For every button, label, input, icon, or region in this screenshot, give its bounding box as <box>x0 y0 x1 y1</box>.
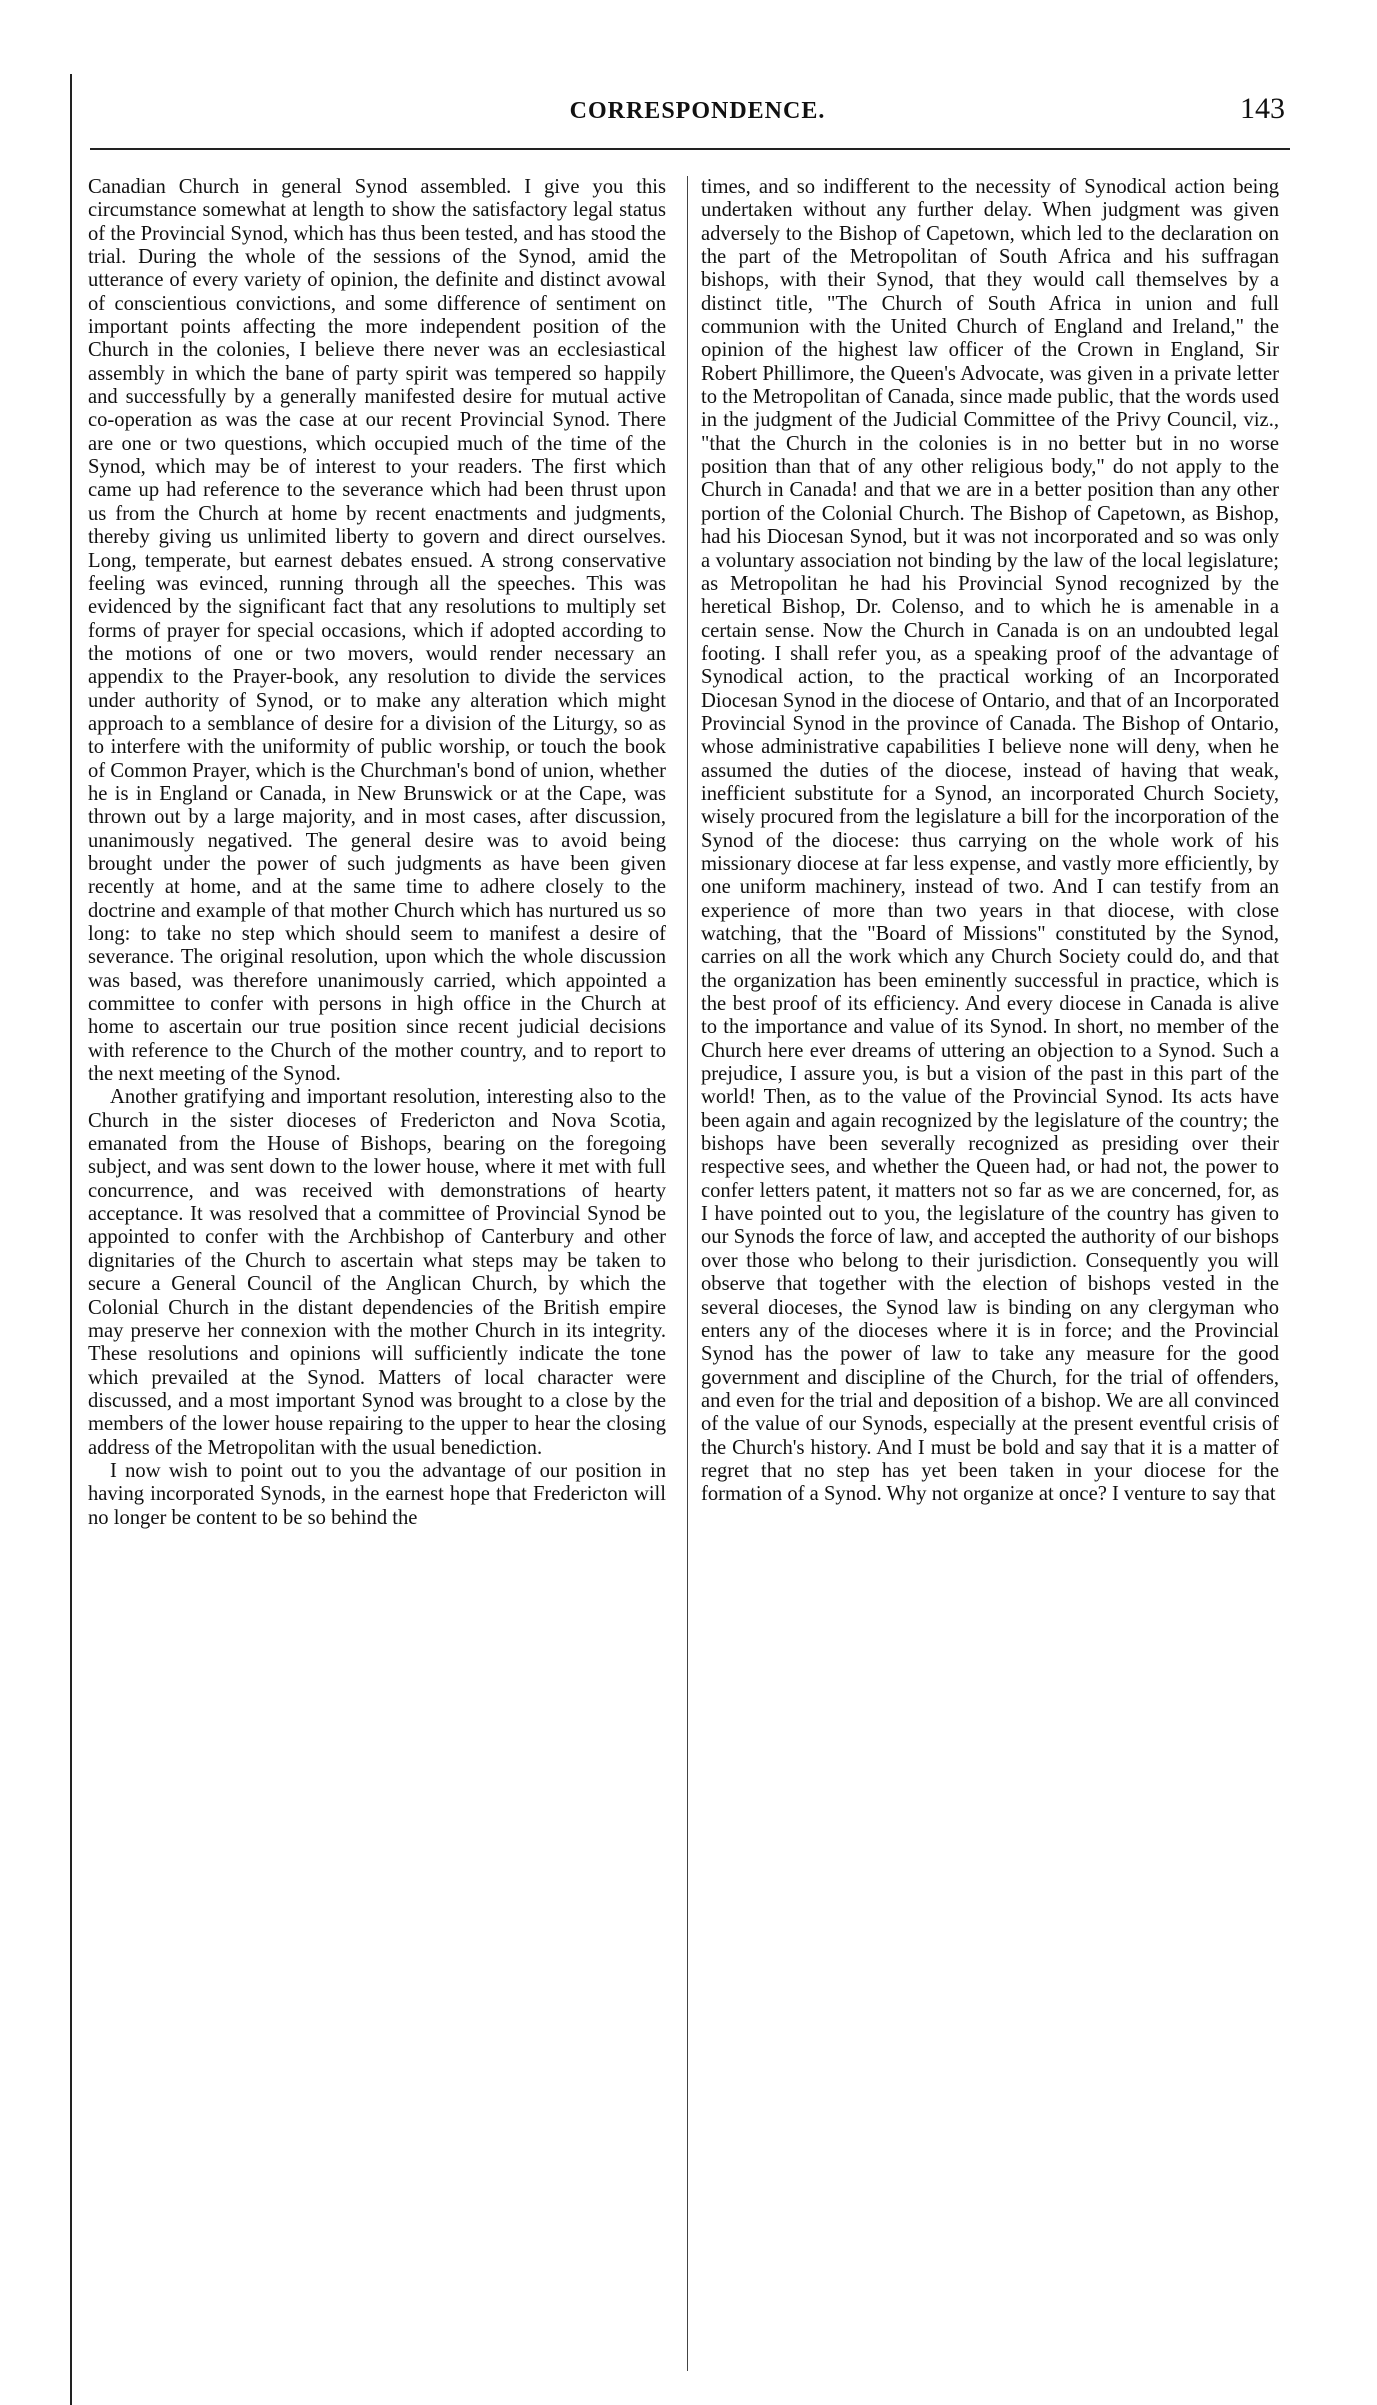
page-header <box>90 92 1305 132</box>
paragraph: I now wish to point out to you the advantage of our position in having incorporated Synods, in the earnest hope that Fredericton will no longer be content to be so behind the <box>88 1459 666 1529</box>
left-column <box>88 176 666 2354</box>
right-column <box>701 176 1279 2354</box>
page-number: 143 <box>1240 92 1285 125</box>
running-head: CORRESPONDENCE. <box>569 98 826 124</box>
paragraph: times, and so indifferent to the necessity of Synodical action being undertaken without any further delay. When judgment was given adversely to the Bishop of Capetown, which led to the declaration on the part of the Metropolitan of South Africa and his suffragan bishops, with their Synod, that they would call themselves by a distinct title, "The Church of South Africa in union and full communion with the United Church of England and Ireland," the opinion of the highest law officer of the Crown in England, Sir Robert Phillimore, the Queen's Advocate, was given in a private letter to the Metropolitan of Canada, since made public, that the words used in the judgment of the Judicial Committee of the Privy Council, viz., "that the Church in the colonies is in no better but in no worse position than that of any other religious body," do not apply to the Church in Canada! and that we are in a better position than any other portion of the Colonial Church. The Bishop of Capetown, as Bishop, had his Diocesan Synod, but it was not incorporated and so was only a voluntary association not binding by the law of the local legislature; as Metropolitan he had his Provincial Synod recognized by the heretical Bishop, Dr. Colenso, and to which he is amenable in a certain sense. Now the Church in Canada is on an undoubted legal footing. I shall refer you, as a speaking proof of the advantage of Synodical action, to the practical working of an Incorporated Diocesan Synod in the diocese of Ontario, and that of an Incorporated Provincial Synod in the province of Canada. The Bishop of Ontario, whose administrative capabilities I believe none will deny, when he assumed the duties of the diocese, instead of having that weak, inefficient substitute for a Synod, an incorporated Church Society, wisely procured from the legislature a bill for the incorporation of the Synod of the diocese: thus carrying on the whole work of his missionary diocese at far less expense, and vastly more efficiently, by one uniform machinery, instead of two. And I can testify from an experience of more than two years in that diocese, with close watching, that the "Board of Missions" constituted by the Synod, carries on all the work which any Church Society could do, and that the organization has been eminently successful in practice, which is the best proof of its efficiency. And every diocese in Canada is alive to the importance and value of its Synod. In short, no member of the Church here ever dreams of uttering an objection to a Synod. Such a prejudice, I assure you, is but a vision of the past in this part of the world! Then, as to the value of the Provincial Synod. Its acts have been again and again recognized by the legislature of the country; the bishops have been severally recognized as presiding over their respective sees, and whether the Queen had, or had not, the power to confer letters patent, it matters not so far as we are concerned, for, as I have pointed out to you, the legislature of the country has given to our Synods the force of law, and accepted the authority of our bishops over those who belong to their jurisdiction. Consequently you will observe that together with the election of bishops vested in the several dioceses, the Synod law is binding on any clergyman who enters any of the dioceses where it is in force; and the Provincial Synod has the power of law to take any measure for the good government and discipline of the Church, for the trial of offenders, and even for the trial and deposition of a bishop. We are all convinced of the value of our Synods, especially at the present eventful crisis of the Church's history. And I must be bold and say that it is a matter of regret that no step has yet been taken in your diocese for the formation of a Synod. Why not organize at once? I venture to say that <box>701 176 1279 1506</box>
paragraph: Another gratifying and important resolution, interesting also to the Church in the sister dioceses of Fredericton and Nova Scotia, emanated from the House of Bishops, bearing on the foregoing subject, and was sent down to the lower house, where it met with full concurrence, and was received with demonstrations of hearty acceptance. It was resolved that a committee of Provincial Synod be appointed to confer with the Archbishop of Canterbury and other dignitaries of the Church to ascertain what steps may be taken to secure a General Council of the Anglican Church, by which the Colonial Church in the distant dependencies of the British empire may preserve her connexion with the mother Church in its integrity. These resolutions and opinions will sufficiently indicate the tone which prevailed at the Synod. Matters of local character were discussed, and a most important Synod was brought to a close by the members of the lower house repairing to the upper to hear the closing address of the Metropolitan with the usual benediction. <box>88 1086 666 1459</box>
margin-rule <box>70 74 72 2405</box>
header-rule <box>90 148 1290 150</box>
paragraph: Canadian Church in general Synod assembled. I give you this circumstance somewhat at length to show the satisfactory legal status of the Provincial Synod, which has thus been tested, and has stood the trial. During the whole of the sessions of the Synod, amid the utterance of every variety of opinion, the definite and distinct avowal of conscientious convictions, and some difference of sentiment on important points affecting the more independent position of the Church in the colonies, I believe there never was an ecclesiastical assembly in which the bane of party spirit was tempered so happily and successfully by a generally manifested desire for mutual active co-operation as was the case at our recent Provincial Synod. There are one or two questions, which occupied much of the time of the Synod, which may be of interest to your readers. The first which came up had reference to the severance which had been thrust upon us from the Church at home by recent enactments and judgments, thereby giving us unlimited liberty to govern and direct ourselves. Long, temperate, but earnest debates ensued. A strong conservative feeling was evinced, running through all the speeches. This was evidenced by the significant fact that any resolutions to multiply set forms of prayer for special occasions, which if adopted according to the motions of one or two movers, would render necessary an appendix to the Prayer-book, any resolution to divide the services under authority of Synod, or to make any alteration which might approach to a semblance of desire for a division of the Liturgy, so as to interfere with the uniformity of public worship, or touch the book of Common Prayer, which is the Churchman's bond of union, whether he is in England or Canada, in New Brunswick or at the Cape, was thrown out by a large majority, and in most cases, after discussion, unanimously negatived. The general desire was to avoid being brought under the power of such judgments as have been given recently at home, and at the same time to adhere closely to the doctrine and example of that mother Church which has nurtured us so long: to take no step which should seem to manifest a desire of severance. The original resolution, upon which the whole discussion was based, was therefore unanimously carried, which appointed a committee to confer with persons in high office in the Church at home to ascertain our true position since recent judicial decisions with reference to the Church of the mother country, and to report to the next meeting of the Synod. <box>88 176 666 1086</box>
column-divider <box>687 176 688 2371</box>
